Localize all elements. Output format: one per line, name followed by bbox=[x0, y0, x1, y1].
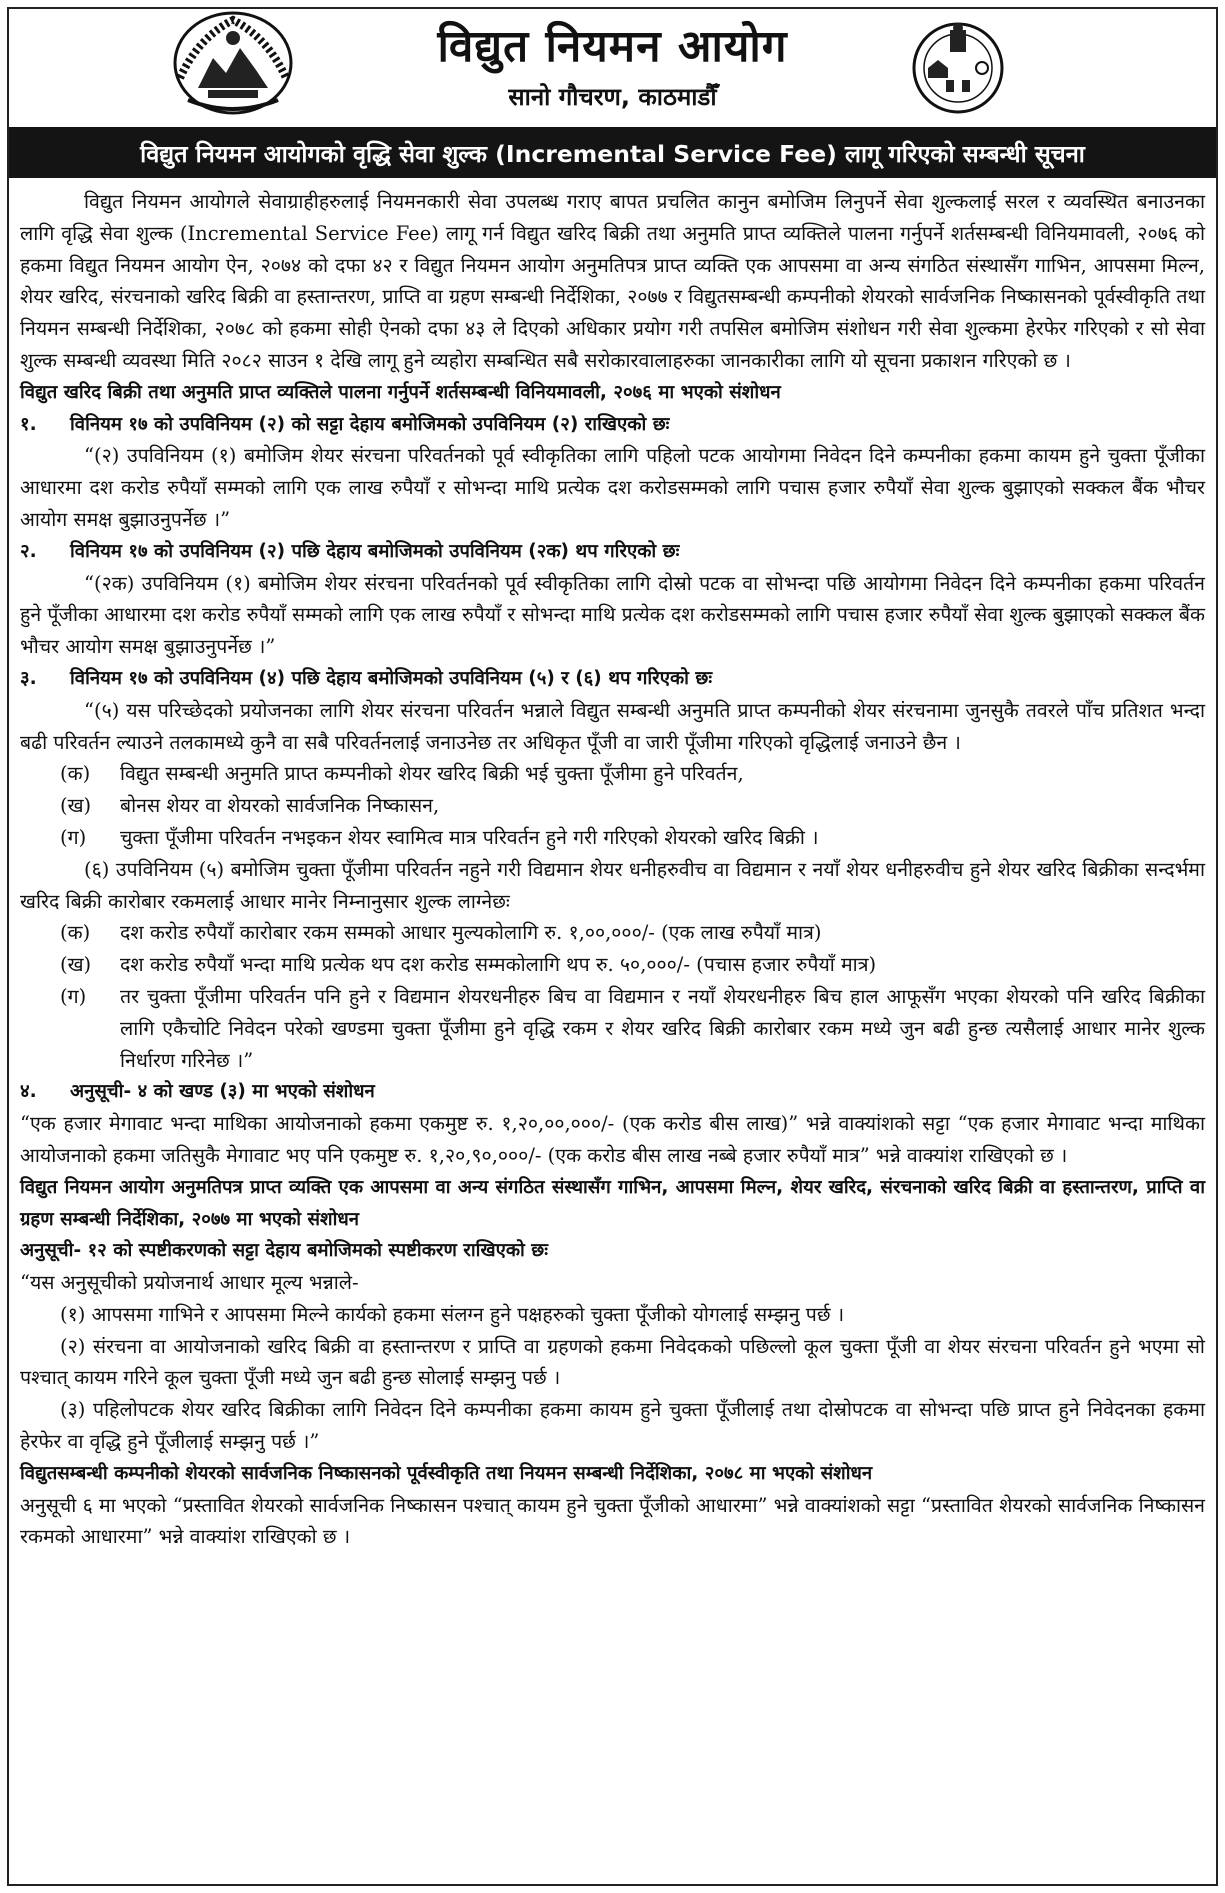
section-1-text: “(२) उपविनियम (१) बमोजिम शेयर संरचना परिवर्तनको पूर्व स्वीकृतिका लागि पहिलो पटक आयोगमा निवेदन दिने कम्पनीका हकमा कायम हुने चुक्ता पूँजीका आधारमा दश करोड रुपैयाँ सम्मको लागि एक लाख रुपैयाँ र सोभन्दा माथि प्रत्येक दश करोडसम्मको लागि पचास हजार रुपैयाँ सेवा शुल्क बुझाएको सक्कल बैंक भौचर आयोग समक्ष बुझाउनुपर्नेछ ।” bbox=[20, 444, 1205, 531]
part2-heading: विद्युत नियमन आयोग अनुमतिपत्र प्राप्त व्यक्ति एक आपसमा वा अन्य संगठित संस्थासँग गाभिन, आपसमा मिल्न, शेयर खरिद, संरचनाको खरिद बिक्री वा हस्तान्तरण, प्राप्ति वा ग्रहण सम्बन्धी निर्देशिका, २०७७ मा भएको संशोधन bbox=[20, 1176, 1205, 1230]
notice-body bbox=[20, 186, 1205, 1553]
section-title: अनुसूची- ४ को खण्ड (३) मा भएको संशोधन bbox=[70, 1081, 375, 1103]
item-text: विद्युत सम्बन्धी अनुमति प्राप्त कम्पनीको शेयर खरिद बिक्री भई चुक्ता पूँजीमा हुने परिवर्तन, bbox=[120, 762, 744, 786]
section-number: १. bbox=[20, 413, 37, 435]
letterhead bbox=[0, 0, 1225, 125]
org-address: सानो गौचरण, काठमाडौँ bbox=[508, 83, 717, 111]
commission-seal-icon bbox=[898, 16, 1018, 116]
item-text: तर चुक्ता पूँजीमा परिवर्तन पनि हुने र विद्यमान शेयरधनीहरु बिच वा विद्यमान र नयाँ शेयरधनीहरु बिच हाल आफूसँग भएका शेयरको पनि खरिद बिक्रीका लागि एकैचोटि निवेदन परेको खण्डमा चुक्ता पूँजीमा हुने वृद्धि रकम र शेयर खरिद बिक्री कारोबार रकम मध्ये जुन बढी हुन्छ त्यसैलाई आधार मानेर शुल्क निर्धारण गरिनेछ ।” bbox=[120, 984, 1205, 1072]
list-item bbox=[20, 758, 1205, 790]
list-item bbox=[20, 822, 1205, 854]
section-2-text: “(२क) उपविनियम (१) बमोजिम शेयर संरचना परिवर्तनको पूर्व स्वीकृतिका लागि दोस्रो पटक वा सोभन्दा पछि आयोगमा निवेदन दिने कम्पनीका हकमा परिवर्तन हुने पूँजीका आधारमा दश करोड रुपैयाँ सम्मको लागि एक लाख रुपैयाँ र सोभन्दा माथि प्रत्येक दश करोडसम्मको लागि पचास हजार रुपैयाँ सेवा शुल्क बुझाएको सक्कल बैंक भौचर आयोग समक्ष बुझाउनुपर्नेछ ।” bbox=[20, 571, 1205, 659]
section-3-subsection-6: (६) उपविनियम (५) बमोजिम चुक्ता पूँजीमा परिवर्तन नहुने गरी विद्यमान शेयर धनीहरुवीच वा विद्यमान र नयाँ शेयर धनीहरुवीच हुने शेयर खरिद बिक्रीका सन्दर्भमा खरिद बिक्री कारोबार रकमलाई आधार मानेर निम्नानुसार शुल्क लाग्नेछः bbox=[20, 857, 1205, 913]
item-label: (क) bbox=[60, 921, 91, 945]
list-item bbox=[20, 981, 1205, 1076]
list-item bbox=[20, 917, 1205, 949]
org-name: विद्युत नियमन आयोग bbox=[437, 21, 788, 72]
part2-lead: “यस अनुसूचीको प्रयोजनार्थ आधार मूल्य भन्नाले- bbox=[20, 1271, 359, 1295]
item-label: (क) bbox=[60, 762, 91, 786]
section-3-text: “(५) यस परिच्छेदको प्रयोजनका लागि शेयर संरचना परिवर्तन भन्नाले विद्युत सम्बन्धी अनुमति प्राप्त कम्पनीको शेयर संरचनामा जुनसुकै तवरले पाँच प्रतिशत भन्दा बढी परिवर्तन ल्याउने तलकामध्ये कुनै वा सबै परिवर्तनलाई जनाउनेछ तर अधिकृत पूँजी वा जारी पूँजीमा गरिएको वृद्धिलाई जनाउने छैन । bbox=[20, 698, 1205, 754]
intro-paragraph: विद्युत नियमन आयोगले सेवाग्राहीहरुलाई नियमनकारी सेवा उपलब्ध गराए बापत प्रचलित कानुन बमोजिम लिनुपर्ने सेवा शुल्कलाई सरल र व्यवस्थित बनाउनका लागि वृद्धि सेवा शुल्क (Incremental Service Fee) लागू गर्न विद्युत खरिद बिक्री तथा अनुमति प्राप्त व्यक्तिले पालना गर्नुपर्ने शर्तसम्बन्धी विनियमावली, २०७६ को हकमा विद्युत नियमन आयोग ऐन, २०७४ को दफा ४२ र विद्युत नियमन आयोग अनुमतिपत्र प्राप्त व्यक्ति एक आपसमा वा अन्य संगठित संस्थासँग गाभिन, आपसमा मिल्न, शेयर खरिद, संरचनाको खरिद बिक्री वा हस्तान्तरण, प्राप्ति वा ग्रहण सम्बन्धी निर्देशिका, २०७७ र विद्युतसम्बन्धी कम्पनीको शेयरको सार्वजनिक निष्कासनको पूर्वस्वीकृति तथा नियमन सम्बन्धी निर्देशिका, २०७८ को हकमा सोही ऐनको दफा ४३ ले दिएको अधिकार प्रयोग गरी तपसिल बमोजिम संशोधन गरी सेवा शुल्कमा हेरफेर गरिएको र सो सेवा शुल्क सम्बन्धी व्यवस्था मिति २०८२ साउन १ देखि लागू हुने व्यहोरा सम्बन्धित सबै सरोकारवालाहरुका जानकारीका लागि यो सूचना प्रकाशन गरिएको छ । bbox=[20, 190, 1205, 372]
list-item bbox=[20, 949, 1205, 981]
section-number: २. bbox=[20, 540, 37, 562]
part2-subheading: अनुसूची- १२ को स्पष्टीकरणको सट्टा देहाय बमोजिमको स्पष्टीकरण राखिएको छः bbox=[20, 1240, 548, 1262]
item-text: बोनस शेयर वा शेयरको सार्वजनिक निष्कासन, bbox=[120, 794, 440, 818]
section-title: विनियम १७ को उपविनियम (४) पछि देहाय बमोजिमको उपविनियम (५) र (६) थप गरिएको छः bbox=[70, 667, 713, 689]
section-3-heading bbox=[20, 663, 1205, 695]
section-number: ४. bbox=[20, 1081, 37, 1103]
part3-heading: विद्युतसम्बन्धी कम्पनीको शेयरको सार्वजनिक निष्कासनको पूर्वस्वीकृति तथा नियमन सम्बन्धी निर्देशिका, २०७८ मा भएको संशोधन bbox=[20, 1462, 873, 1484]
section-4-text: “एक हजार मेगावाट भन्दा माथिका आयोजनाको हकमा एकमुष्ट रु. १,२०,००,०००/- (एक करोड बीस लाख)” भन्ने वाक्यांशको सट्टा “एक हजार मेगावाट भन्दा माथिका आयोजनाको हकमा जतिसुकै मेगावाट भए पनि एकमुष्ट रु. १,२०,९०,०००/- (एक करोड बीस लाख नब्बे हजार रुपैयाँ मात्र” भन्ने वाक्यांश राखिएको छ । bbox=[20, 1112, 1205, 1167]
section-2-heading bbox=[20, 536, 1205, 568]
part1-heading: विद्युत खरिद बिक्री तथा अनुमति प्राप्त व्यक्तिले पालना गर्नुपर्ने शर्तसम्बन्धी विनियमावली, २०७६ मा भएको संशोधन bbox=[20, 381, 781, 403]
section-number: ३. bbox=[20, 667, 37, 689]
item-label: (ख) bbox=[60, 953, 92, 977]
item-text: दश करोड रुपैयाँ कारोबार रकम सम्मको आधार मुल्यकोलागि रु. १,००,०००/- (एक लाख रुपैयाँ मात्र) bbox=[120, 921, 822, 945]
section-1-heading bbox=[20, 409, 1205, 441]
section-title: विनियम १७ को उपविनियम (२) पछि देहाय बमोजिमको उपविनियम (२क) थप गरिएको छः bbox=[70, 540, 680, 562]
part3-text: अनुसूची ६ मा भएको “प्रस्तावित शेयरको सार्वजनिक निष्कासन पश्चात् कायम हुने चुक्ता पूँजीको आधारमा” भन्ने वाक्यांशको सट्टा “प्रस्तावित शेयरको सार्वजनिक निष्कासन रकमको आधारमा” भन्ने वाक्यांश राखिएको छ । bbox=[20, 1493, 1205, 1549]
part2-point-3: (३) पहिलोपटक शेयर खरिद बिक्रीका लागि निवेदन दिने कम्पनीका हकमा कायम हुने चुक्ता पूँजीलाई तथा दोस्रोपटक वा सोभन्दा पछि प्राप्त हुने निवेदनका हकमा हेरफेर वा वृद्धि हुने पूँजीलाई सम्झनु पर्छ ।” bbox=[20, 1398, 1205, 1454]
section-title: विनियम १७ को उपविनियम (२) को सट्टा देहाय बमोजिमको उपविनियम (२) राखिएको छः bbox=[70, 413, 670, 435]
item-label: (ख) bbox=[60, 794, 92, 818]
item-label: (ग) bbox=[60, 984, 87, 1008]
notice-title: विद्युत नियमन आयोगको वृद्धि सेवा शुल्क (Incremental Service Fee) लागू गरिएको सम्बन्धी सूचना bbox=[9, 127, 1216, 178]
part2-point-1: (१) आपसमा गाभिने र आपसमा मिल्ने कार्यको हकमा संलग्न हुने पक्षहरुको चुक्ता पूँजीको योगलाई सम्झनु पर्छ । bbox=[60, 1302, 845, 1326]
section-4-heading bbox=[20, 1076, 1205, 1108]
list-item bbox=[20, 790, 1205, 822]
part2-point-2: (२) संरचना वा आयोजनाको खरिद बिक्री वा हस्तान्तरण र प्राप्ति वा ग्रहणको हकमा निवेदकको पछिल्लो कूल चुक्ता पूँजी वा शेयर संरचना परिवर्तन हुने भएमा सो पश्चात् कायम गरिने कूल चुक्ता पूँजी मध्ये जुन बढी हुन्छ सोलाई सम्झनु पर्छ । bbox=[20, 1334, 1205, 1390]
item-text: दश करोड रुपैयाँ भन्दा माथि प्रत्येक थप दश करोड सम्मकोलागि थप रु. ५०,०००/- (पचास हजार रुपैयाँ मात्र) bbox=[120, 953, 877, 977]
item-label: (ग) bbox=[60, 825, 87, 849]
item-text: चुक्ता पूँजीमा परिवर्तन नभइकन शेयर स्वामित्व मात्र परिवर्तन हुने गरी गरिएको शेयरको खरिद बिक्री । bbox=[120, 825, 819, 849]
